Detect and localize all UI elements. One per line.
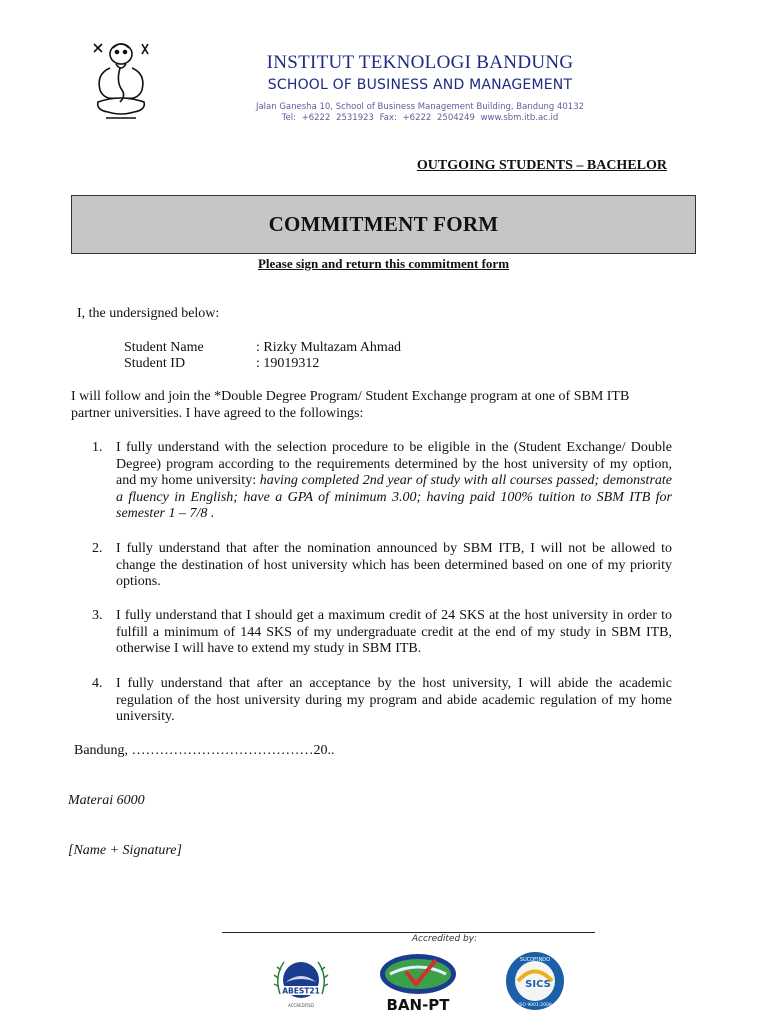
ban-pt-logo	[376, 950, 460, 1016]
accredited-by-label: Accredited by:	[411, 934, 478, 944]
requirements-italic: having completed 2nd year of study with all courses passed; demonstrate a fluency in English; have a GPA of minimum 3.00; having paid 100% tuition to SBM ITB for semester 1 – 7/8 .	[116, 473, 672, 521]
school-name: SCHOOL OF BUSINESS AND MANAGEMENT	[267, 77, 573, 93]
place-date-line: Bandung, …………………………………20..	[74, 743, 335, 758]
svg-text:ISO 9001:2008: ISO 9001:2008	[518, 1003, 552, 1008]
student-id-label: Student ID	[124, 356, 186, 371]
list-text: I fully understand with the selection procedure to be eligible in the (Student Exchange/ Double Degree) program according to the requirements determined by the host university of my option, and my home university: having completed 2nd year of study with all courses passed; demonstrate a fluency in English; have a GPA of minimum 3.00; having paid 100% tuition to SBM ITB for semester 1 – 7/8 .	[116, 440, 672, 521]
sics-logo	[504, 950, 566, 1012]
list-number: 3.	[92, 608, 103, 623]
list-number: 1.	[92, 440, 103, 455]
itb-ganesha-logo	[86, 38, 156, 124]
address-line: Jalan Ganesha 10, School of Business Management Building, Bandung 40132	[255, 102, 585, 112]
svg-text:SUCOFINDO: SUCOFINDO	[519, 957, 551, 963]
list-text: I fully understand that I should get a maximum credit of 24 SKS at the host university in order to fulfill a minimum of 144 SKS of my undergraduate credit at the end of my study in SBM ITB, otherwise I will have to extend my study in SBM ITB.	[116, 608, 672, 656]
materai-label: Materai 6000	[68, 793, 145, 808]
list-item	[92, 608, 672, 658]
list-item	[92, 440, 672, 523]
list-text: I fully understand that after an acceptance by the host university, I will abide the academic regulation of the host university during my program and abide academic regulation of my home university.	[116, 676, 672, 724]
student-name-row	[124, 340, 401, 357]
form-title-box	[71, 195, 696, 254]
footer-divider	[222, 932, 595, 933]
svg-text:ABEST21: ABEST21	[282, 986, 320, 996]
institution-name: INSTITUT TEKNOLOGI BANDUNG	[266, 52, 574, 73]
list-number: 2.	[92, 541, 103, 556]
svg-text:ACCREDITED: ACCREDITED	[288, 1003, 314, 1008]
student-id-value: : 19019312	[256, 356, 320, 371]
list-item	[92, 676, 672, 726]
list-text: I fully understand that after the nomination announced by SBM ITB, I will not be allowed to change the destination of host university which has been determined based on one of my priority options.	[116, 541, 672, 589]
student-id-row	[124, 356, 319, 373]
svg-text:BAN-PT: BAN-PT	[386, 996, 450, 1014]
undersigned-text: I, the undersigned below:	[77, 306, 220, 321]
student-name-label: Student Name	[124, 340, 204, 355]
list-item	[92, 541, 672, 591]
instruction-text: Please sign and return this commitment form	[257, 256, 510, 271]
list-number: 4.	[92, 676, 103, 691]
signature-label: [Name + Signature]	[68, 843, 182, 858]
abest21-logo	[272, 950, 330, 1012]
contact-line: Tel: +6222 2531923 Fax: +6222 2504249 www.sbm.itb.ac.id	[281, 113, 559, 123]
program-heading: OUTGOING STUDENTS – BACHELOR	[416, 158, 667, 173]
intro-paragraph: I will follow and join the *Double Degree Program/ Student Exchange program at one of SBM ITB partner universities. I have agreed to the followings:	[71, 389, 630, 421]
svg-text:SICS: SICS	[525, 979, 551, 990]
form-title: COMMITMENT FORM	[268, 212, 499, 236]
student-name-value: : Rizky Multazam Ahmad	[256, 340, 402, 355]
